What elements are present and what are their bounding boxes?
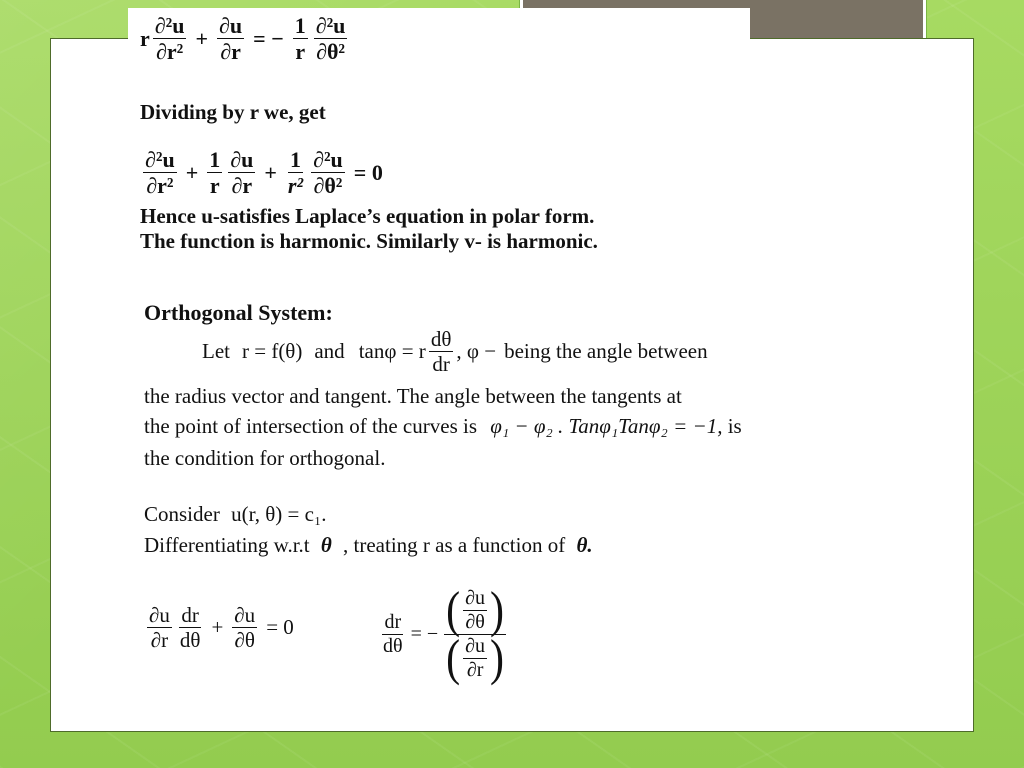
denominator: ∂θ bbox=[465, 611, 485, 633]
denominator: ∂θ² bbox=[313, 173, 343, 199]
line-let bbox=[202, 328, 708, 375]
fraction bbox=[463, 636, 487, 681]
denominator: r bbox=[209, 173, 220, 199]
numerator: ∂²u bbox=[154, 13, 185, 38]
denominator: ∂r bbox=[220, 39, 241, 65]
denominator: dθ bbox=[383, 635, 403, 657]
operator: = 0 bbox=[353, 159, 383, 185]
fraction bbox=[228, 148, 255, 197]
numerator bbox=[444, 582, 506, 639]
operator: = 0 bbox=[266, 615, 294, 640]
paren-group bbox=[446, 582, 505, 639]
symbol-theta: θ. bbox=[576, 533, 593, 557]
equation-chain-rule bbox=[144, 604, 300, 651]
fraction bbox=[314, 14, 348, 63]
fraction bbox=[463, 588, 487, 633]
equation-laplace-polar bbox=[140, 148, 389, 197]
denominator: ∂θ² bbox=[316, 39, 346, 65]
numerator: 1 bbox=[209, 147, 221, 172]
equation-dr-dtheta bbox=[378, 582, 509, 687]
fraction bbox=[381, 612, 405, 657]
text-and: and bbox=[314, 339, 345, 364]
denominator: ∂r bbox=[150, 628, 169, 653]
text-consider: Consider bbox=[144, 502, 220, 526]
operator: = − bbox=[410, 623, 439, 645]
fraction bbox=[286, 148, 305, 197]
operator: + bbox=[185, 159, 199, 185]
denominator: ∂r bbox=[466, 659, 484, 681]
numerator: ∂u bbox=[230, 147, 254, 172]
numerator: ∂u bbox=[465, 635, 486, 657]
text-let: Let bbox=[202, 339, 230, 364]
numerator: ∂u bbox=[219, 13, 243, 38]
denominator: r² bbox=[287, 173, 304, 199]
numerator: dr bbox=[181, 603, 199, 627]
fraction bbox=[217, 14, 244, 63]
fraction bbox=[293, 14, 308, 63]
symbol-theta: θ bbox=[320, 533, 332, 557]
numerator: ∂u bbox=[234, 603, 256, 627]
text-radius-vector: the radius vector and tangent. The angle between the tangents at bbox=[144, 384, 682, 408]
right-paren: ) bbox=[490, 630, 505, 687]
text-hence: Hence u-satisfies Laplace’s equation in polar form. bbox=[140, 204, 595, 228]
operator: = − bbox=[253, 25, 284, 51]
numerator: 1 bbox=[294, 13, 306, 38]
eq-term: r bbox=[140, 25, 150, 51]
denominator: ∂θ bbox=[234, 628, 255, 653]
numerator: dr bbox=[384, 611, 402, 633]
denominator bbox=[444, 630, 506, 687]
operator: + bbox=[195, 25, 209, 51]
fraction bbox=[207, 148, 222, 197]
heading-orthogonal-system: Orthogonal System: bbox=[144, 300, 333, 325]
numerator: ∂²u bbox=[315, 13, 346, 38]
fraction bbox=[232, 604, 257, 651]
operator: + bbox=[211, 615, 224, 640]
text-point: the point of intersection of the curves is bbox=[144, 414, 477, 438]
fraction bbox=[147, 604, 172, 651]
numerator: ∂u bbox=[465, 587, 486, 609]
text-treating: , treating r as a function of bbox=[343, 533, 566, 557]
text-is: is bbox=[727, 414, 742, 438]
denominator: ∂r² bbox=[146, 173, 174, 199]
denominator: r bbox=[295, 39, 306, 65]
expr-phi: , φ − bbox=[456, 339, 497, 364]
expr-phi-condition: φ₁ − φ₂ . Tanφ₁Tanφ₂ = −1, bbox=[490, 414, 723, 438]
equation-polar-1 bbox=[140, 14, 350, 63]
numerator: 1 bbox=[289, 147, 301, 172]
numerator: ∂u bbox=[149, 603, 170, 627]
line-differentiating bbox=[144, 533, 593, 558]
line-consider bbox=[144, 502, 327, 527]
numerator: dθ bbox=[430, 327, 452, 351]
fraction bbox=[178, 604, 203, 651]
text-dividing: Dividing by r we, get bbox=[140, 100, 326, 124]
left-paren: ( bbox=[446, 630, 461, 687]
fraction bbox=[153, 14, 187, 63]
denominator: ∂r² bbox=[156, 39, 184, 65]
right-paren: ) bbox=[490, 582, 505, 639]
operator: + bbox=[264, 159, 277, 185]
denominator: ∂r bbox=[231, 173, 253, 199]
expr-u-equals-c1: u(r, θ) = c₁. bbox=[231, 502, 327, 526]
fraction bbox=[143, 148, 177, 197]
numerator: ∂²u bbox=[145, 147, 175, 172]
denominator: dθ bbox=[179, 628, 201, 653]
expr-tan-phi: tanφ = r bbox=[358, 339, 426, 364]
left-paren: ( bbox=[446, 582, 461, 639]
paren-group bbox=[446, 630, 505, 687]
fraction bbox=[311, 148, 345, 197]
denominator: dr bbox=[432, 352, 450, 377]
numerator: ∂²u bbox=[313, 147, 343, 172]
text-being-angle: being the angle between bbox=[504, 339, 708, 364]
text-condition: the condition for orthogonal. bbox=[144, 446, 386, 470]
text-differentiating: Differentiating w.r.t bbox=[144, 533, 310, 557]
fraction bbox=[429, 328, 454, 375]
fraction-nested bbox=[444, 582, 506, 687]
text-harmonic: The function is harmonic. Similarly v- is harmonic. bbox=[140, 229, 598, 253]
expr-r-f-theta: r = f(θ) bbox=[241, 339, 303, 364]
line-point-intersection bbox=[144, 414, 742, 439]
